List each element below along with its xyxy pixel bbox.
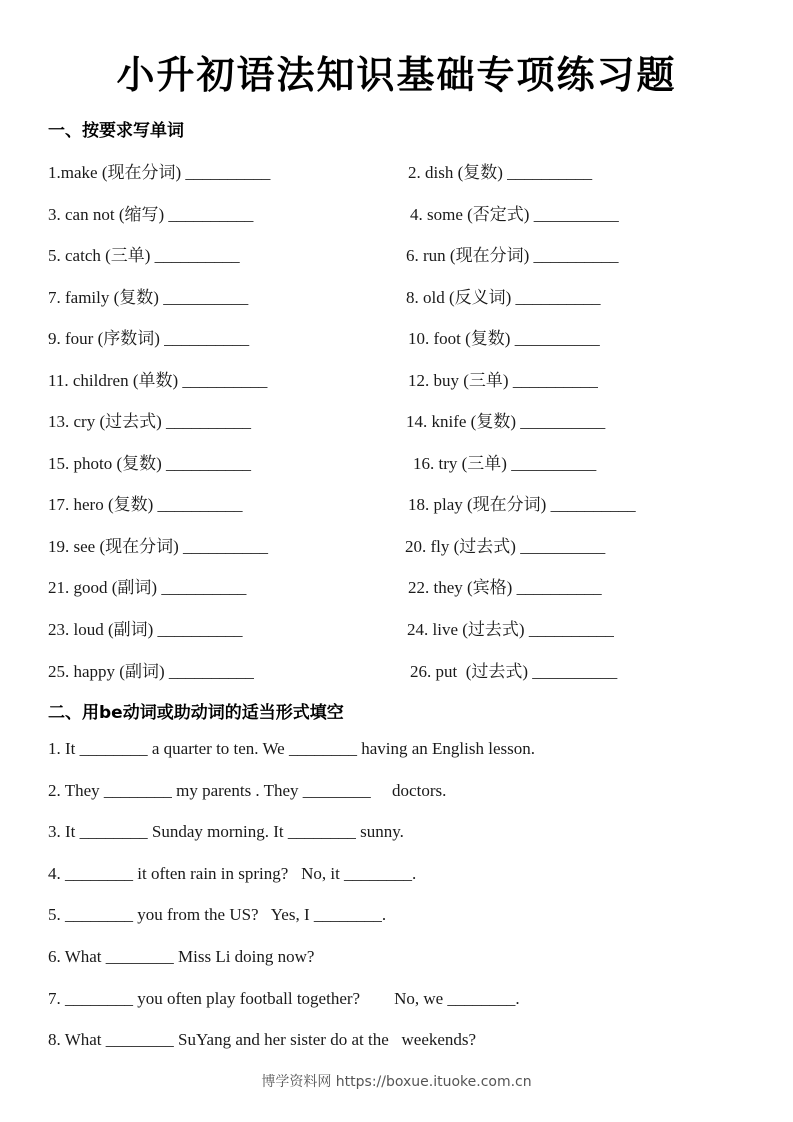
exercise-item: 26. put (过去式) __________ [410,662,618,681]
fill-blank-sentence: 5. ________ you from the US? Yes, I ________. [48,905,387,924]
exercise-item: 24. live (过去式) __________ [407,620,614,639]
exercise-item: 9. four (序数词) __________ [48,329,250,348]
exercise-item: 14. knife (复数) __________ [406,412,606,431]
exercise-item: 25. happy (副词) __________ [48,662,254,681]
exercise-item: 17. hero (复数) __________ [48,495,243,514]
fill-blank-sentence: 1. It ________ a quarter to ten. We ________ having an English lesson. [48,739,535,758]
fill-blank-sentence: 7. ________ you often play football together? No, we ________. [48,989,520,1008]
exercise-item: 15. photo (复数) __________ [48,454,252,473]
section-1-heading: 一、按要求写单词 [48,121,184,141]
exercise-item: 19. see (现在分词) __________ [48,537,269,556]
exercise-item: 23. loud (副词) __________ [48,620,243,639]
exercise-item: 1.make (现在分词) __________ [48,163,271,182]
exercise-item: 16. try (三单) __________ [413,454,597,473]
fill-blank-sentence: 8. What ________ SuYang and her sister do at the weekends? [48,1030,477,1049]
exercise-item: 8. old (反义词) __________ [406,288,601,307]
exercise-item: 12. buy (三单) __________ [408,371,598,390]
fill-blank-sentence: 4. ________ it often rain in spring? No, it ________. [48,864,417,883]
exercise-item: 10. foot (复数) __________ [408,329,600,348]
section-2-heading: 二、用be动词或助动词的适当形式填空 [48,703,344,723]
exercise-item: 22. they (宾格) __________ [408,578,602,597]
exercise-item: 18. play (现在分词) __________ [408,495,636,514]
fill-blank-sentence: 2. They ________ my parents . They ________ doctors. [48,781,447,800]
exercise-item: 13. cry (过去式) __________ [48,412,252,431]
exercise-item: 3. can not (缩写) __________ [48,205,254,224]
exercise-item: 2. dish (复数) __________ [408,163,593,182]
exercise-item: 21. good (副词) __________ [48,578,247,597]
fill-blank-sentence: 3. It ________ Sunday morning. It ________ sunny. [48,822,404,841]
exercise-item: 20. fly (过去式) __________ [405,537,606,556]
exercise-item: 11. children (单数) __________ [48,371,268,390]
exercise-item: 6. run (现在分词) __________ [406,246,619,265]
exercise-item: 4. some (否定式) __________ [410,205,619,224]
exercise-item: 5. catch (三单) __________ [48,246,240,265]
fill-blank-sentence: 6. What ________ Miss Li doing now? [48,947,315,966]
footer-watermark: 博学资料网 https://boxue.ituoke.com.cn [261,1074,532,1090]
exercise-item: 7. family (复数) __________ [48,288,249,307]
page-title: 小升初语法知识基础专项练习题 [116,53,677,97]
